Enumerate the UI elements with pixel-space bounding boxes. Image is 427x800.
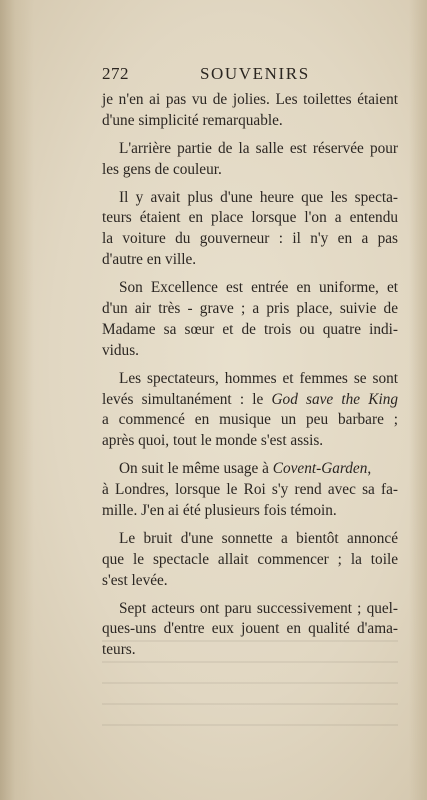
text-fragment: On suit le même usage à (119, 460, 273, 478)
text-line: d'une simplicité remarquable. (102, 111, 283, 129)
text-line: s'est levée. (102, 571, 168, 589)
text-line (102, 459, 398, 480)
text-line: les gens de couleur. (102, 160, 222, 178)
text-line: à Londres, lorsque le Roi s'y rend avec sa fa- (102, 481, 398, 499)
text-line: a commencé en musique un peu barbare ; (102, 411, 398, 429)
text-line: teurs. (102, 641, 136, 659)
text-line: ques-uns d'entre eux jouent en qualité d'ama- (102, 620, 398, 638)
text-line: Madame sa sœur et de trois ou quatre indi- (102, 320, 398, 338)
body-text (102, 90, 398, 661)
page-number: 272 (102, 64, 129, 83)
text-line: Sept acteurs ont paru successivement ; quel- (119, 599, 398, 617)
running-title: SOUVENIRS (200, 64, 310, 83)
text-line: Son Excellence est entrée en uniforme, et (119, 279, 398, 297)
text-line: Les spectateurs, hommes et femmes se sont (119, 369, 398, 387)
text-fragment: , (367, 460, 372, 478)
text-line: après quoi, tout le monde s'est assis. (102, 432, 324, 450)
text-line: Il y avait plus d'une heure que les specta- (119, 188, 398, 206)
page-header (102, 64, 397, 88)
text-line: que le spectacle allait commencer ; la toile (102, 550, 398, 568)
italic-title: God save the King (271, 390, 398, 408)
italic-place: Covent-Garden (272, 460, 368, 478)
text-fragment: levés simultanément : le (102, 390, 272, 408)
text-line: d'autre en ville. (102, 251, 197, 269)
text-line: Le bruit d'une sonnette a bientôt annoncé (119, 529, 398, 547)
text-line: L'arrière partie de la salle est réservée pour (119, 139, 398, 157)
text-line: la voiture du gouverneur : il n'y en a pas (102, 230, 398, 248)
text-line: vidus. (102, 341, 139, 359)
text-line: teurs étaient en place lorsque l'on a entendu (102, 209, 398, 227)
show-through-texture (102, 640, 398, 740)
text-line: je n'en ai pas vu de jolies. Les toilettes étaient (102, 91, 398, 108)
text-line: mille. J'en ai été plusieurs fois témoin. (102, 502, 337, 520)
text-line: d'un air très - grave ; a pris place, suivie de (102, 300, 398, 318)
text-line (102, 390, 398, 411)
